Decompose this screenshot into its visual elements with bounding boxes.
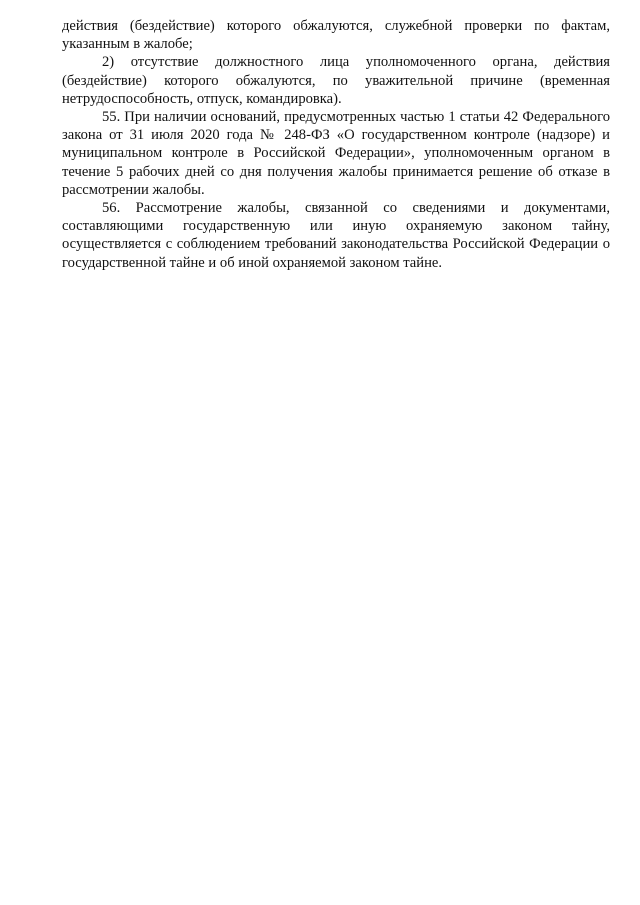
paragraph-55: 55. При наличии оснований, предусмотренных частью 1 статьи 42 Федерального закона от 31 июля 2020 года № 248-ФЗ «О государственном контроле (надзоре) и муниципальном контроле в Российской Федерации», уполномоченным органом в течение 5 рабочих дней со дня получения жалобы принимается решение об отказе в рассмотрении жалобы. [62, 109, 610, 198]
document-body [62, 17, 610, 272]
paragraph-56: 56. Рассмотрение жалобы, связанной со сведениями и документами, составляющими государственную или иную охраняемую законом тайну, осуществляется с соблюдением требований законодательства Российской Федерации о государственной тайне и об иной охраняемой законом тайне. [62, 200, 610, 271]
paragraph-item-2: 2) отсутствие должностного лица уполномоченного органа, действия (бездействие) которого обжалуются, по уважительной причине (временная нетрудоспособность, отпуск, командировка). [62, 54, 610, 107]
paragraph-continuation: действия (бездействие) которого обжалуются, служебной проверки по фактам, указанным в жалобе; [62, 18, 610, 53]
